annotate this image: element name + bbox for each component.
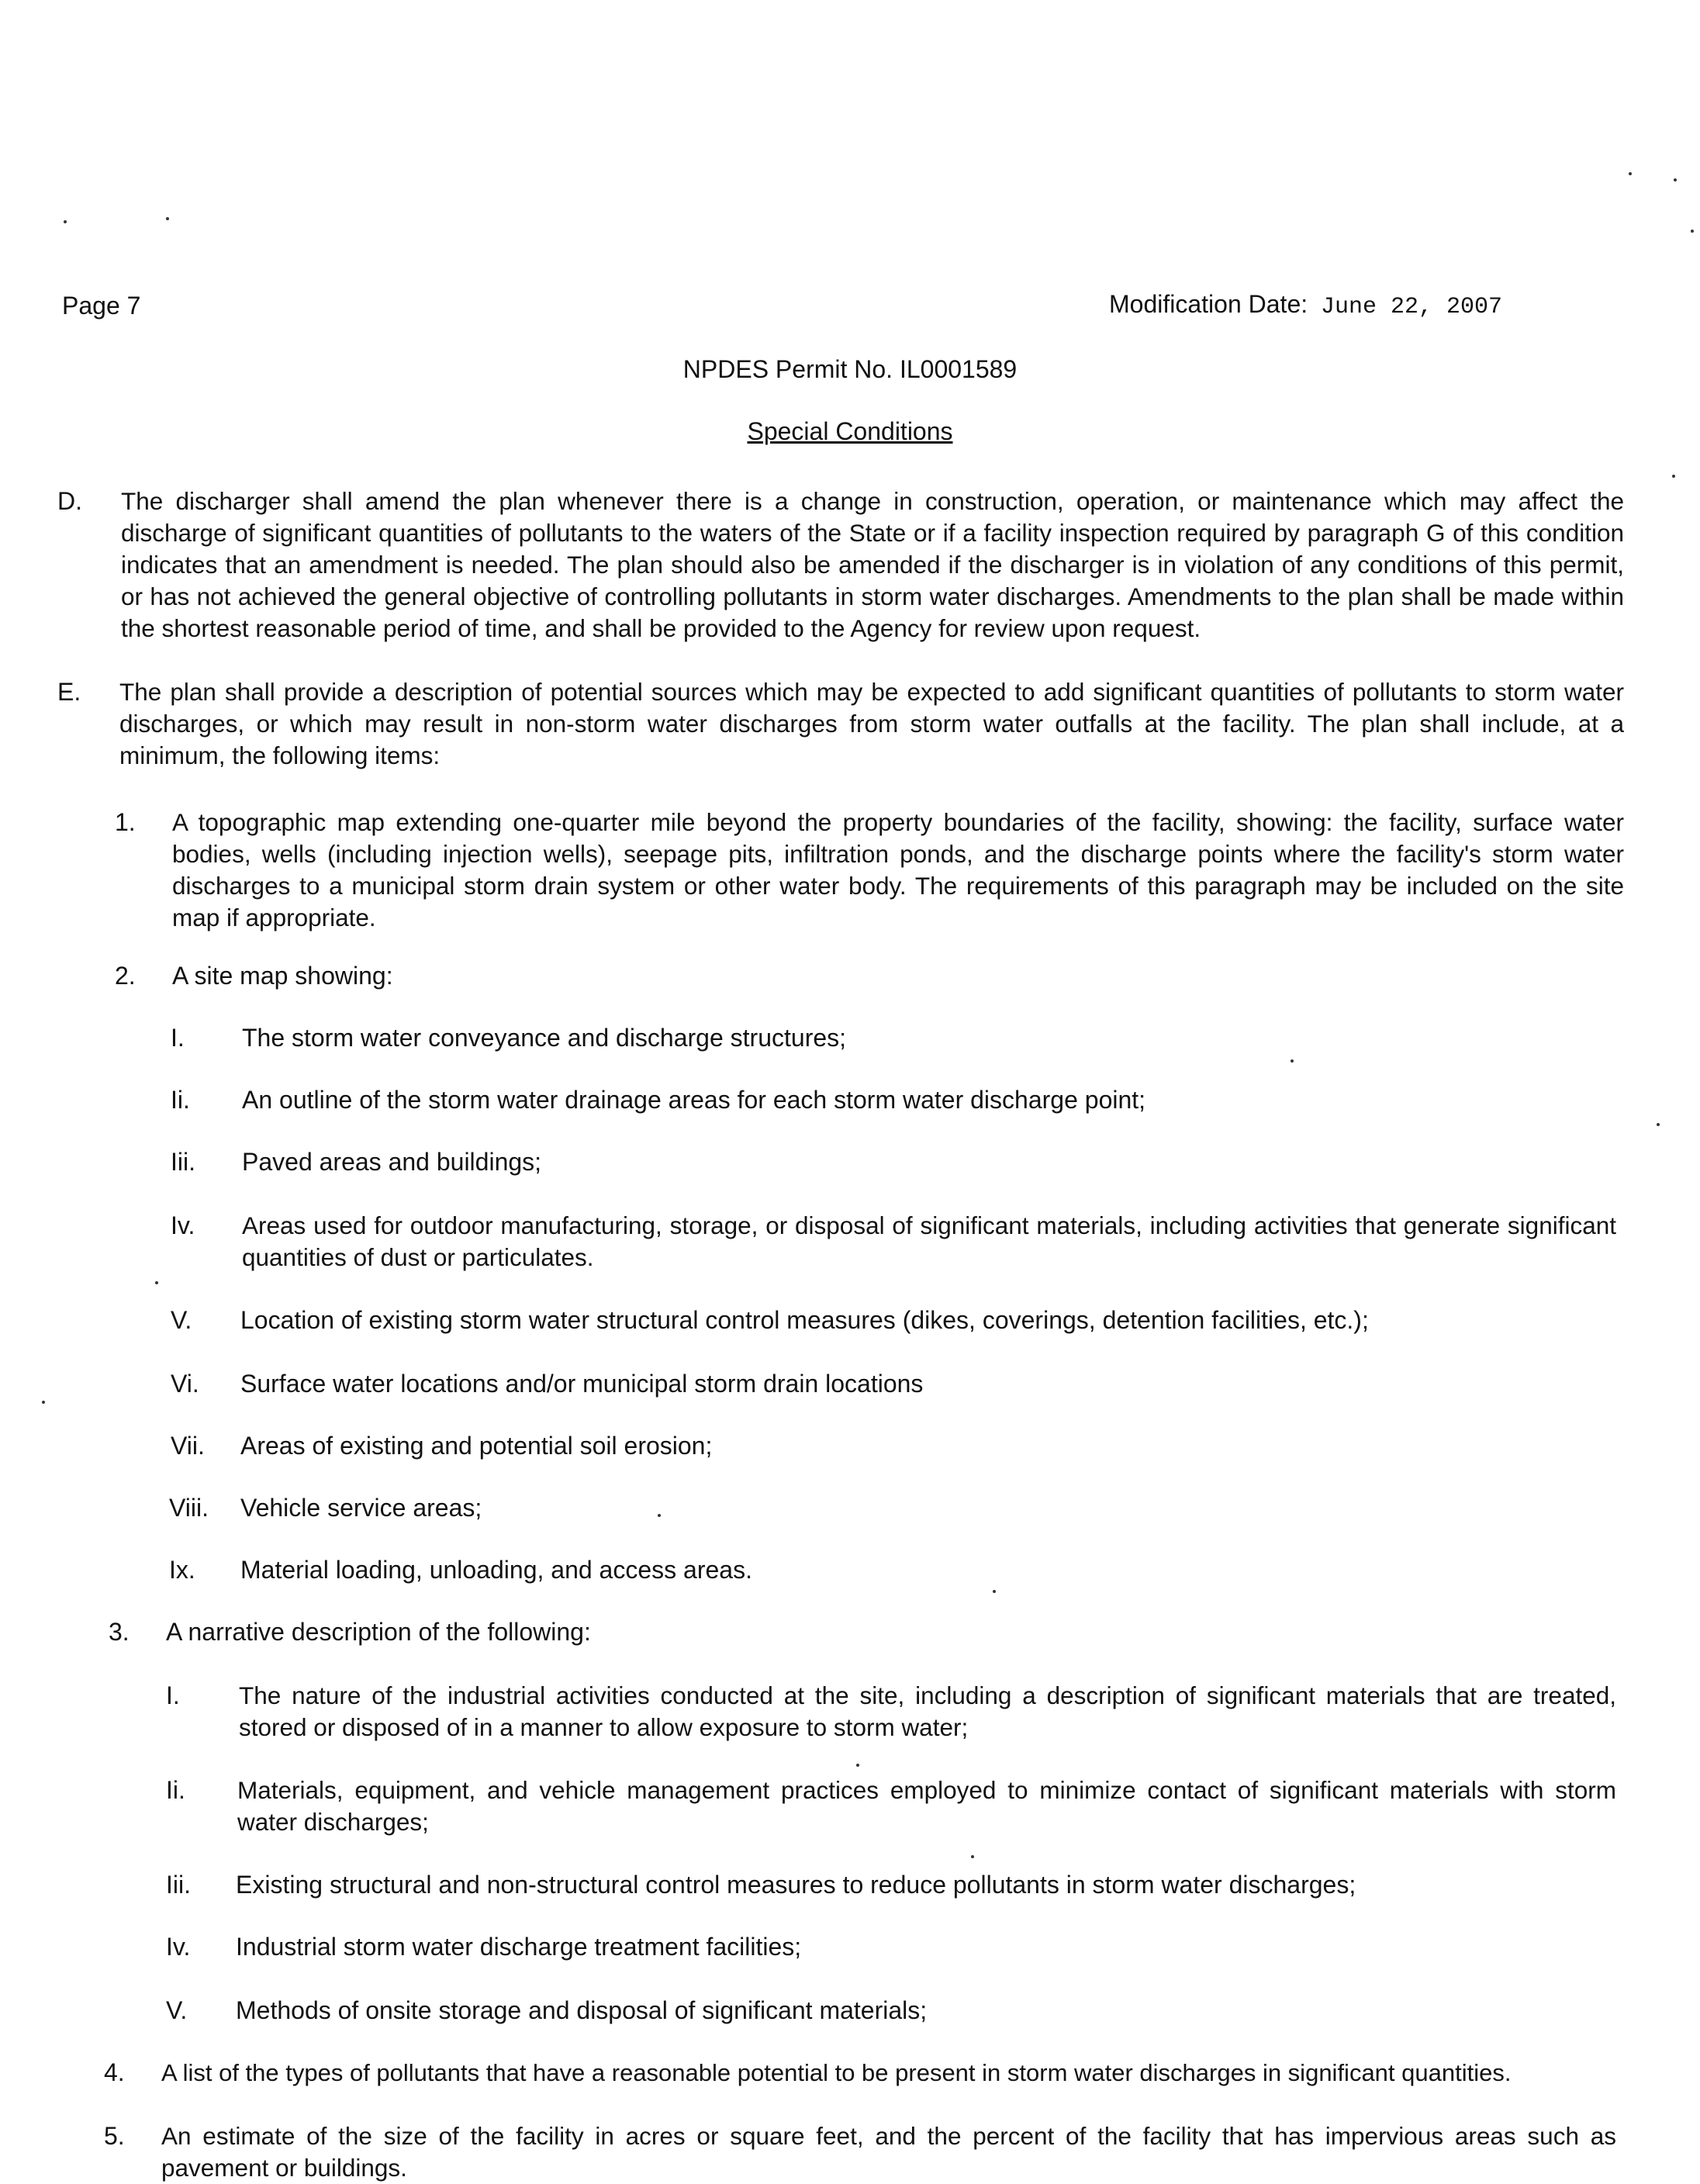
section-marker-d: D. [57, 487, 82, 515]
subitem-text: Methods of onsite storage and disposal of significant materials; [236, 1996, 928, 2024]
item-marker-3: 3. [109, 1618, 130, 1646]
section-marker-e: E. [57, 678, 81, 706]
subitem-marker: Vii. [171, 1432, 205, 1460]
page-number: Page 7 [62, 292, 141, 320]
subitem-text: Existing structural and non-structural control measures to reduce pollutants in storm water discharges; [236, 1871, 1356, 1899]
subitem-text: The nature of the industrial activities conducted at the site, including a description of significant materials that are treated, stored or disposed of in a manner to allow exposure to storm water; [239, 1681, 1616, 1741]
subitem-marker: Iii. [166, 1871, 191, 1899]
subitem-marker: Ii. [171, 1086, 190, 1114]
scan-speck [42, 1401, 45, 1404]
modification-date [1109, 289, 1502, 323]
scan-speck [166, 217, 169, 220]
subitem-text: Surface water locations and/or municipal storm drain locations [240, 1370, 924, 1398]
scan-speck [1674, 178, 1677, 181]
scan-speck [64, 220, 67, 223]
subitem-marker: V. [171, 1306, 192, 1334]
scan-speck [1629, 172, 1632, 175]
subitem-text: Industrial storm water discharge treatment facilities; [236, 1933, 802, 1961]
subitem-text: Paved areas and buildings; [242, 1148, 542, 1176]
subitem-text: Areas used for outdoor manufacturing, storage, or disposal of significant materials, including activities that generate significant quantities of dust or particulates. [242, 1211, 1616, 1271]
subitem-text: Material loading, unloading, and access areas. [240, 1556, 752, 1584]
subitem-marker: Iv. [171, 1211, 195, 1239]
subitem-text: Areas of existing and potential soil erosion; [240, 1432, 713, 1460]
scan-speck [1657, 1123, 1660, 1126]
section-title: Special Conditions [747, 417, 953, 445]
permit-number: NPDES Permit No. IL0001589 [682, 355, 1018, 383]
item-1-text: A topographic map extending one-quarter mile beyond the property boundaries of the facility, showing: the facility, surface water bodies, wells (including injection wells), seepage pits, infiltration ponds, and the discharge points where the facility's storm water discharges to a municipal storm drain system or other water body. The requirements of this paragraph may be included on the site map if appropriate. [172, 808, 1624, 931]
subitem-marker: Vi. [171, 1370, 199, 1398]
subitem-text: The storm water conveyance and discharge structures; [242, 1024, 847, 1052]
item-marker-2: 2. [115, 962, 136, 990]
section-title-wrap [0, 416, 1700, 448]
item-marker-4: 4. [104, 2058, 125, 2086]
scan-speck [1672, 475, 1675, 478]
modification-date-value: June 22, 2007 [1321, 294, 1503, 320]
scan-speck [658, 1514, 661, 1517]
scan-speck [856, 1764, 859, 1767]
subitem-text: Materials, equipment, and vehicle management practices employed to minimize contact of significant materials with storm water discharges; [237, 1776, 1616, 1836]
subitem-text: An outline of the storm water drainage areas for each storm water discharge point; [242, 1086, 1146, 1114]
modification-date-label: Modification Date: [1109, 290, 1308, 318]
scan-speck [1691, 230, 1694, 233]
item-marker-1: 1. [115, 808, 136, 836]
item-2-text: A site map showing: [172, 962, 393, 990]
subitem-marker: I. [171, 1024, 185, 1052]
subitem-text: Location of existing storm water structural control measures (dikes, coverings, detention facilities, etc.); [240, 1306, 1369, 1334]
section-d-text: The discharger shall amend the plan whenever there is a change in construction, operation, or maintenance which may affect the discharge of significant quantities of pollutants to the waters of the State or if a facility inspection required by paragraph G of this condition indicates that an amendment is needed. The plan should also be amended if the discharger is in violation of any conditions of this permit, or has not achieved the general objective of controlling pollutants in storm water discharges. Amendments to the plan shall be made within the shortest reasonable period of time, and shall be provided to the Agency for review upon request. [121, 487, 1624, 642]
subitem-text: Vehicle service areas; [240, 1494, 482, 1522]
subitem-marker: Viii. [169, 1494, 209, 1522]
scan-speck [971, 1855, 974, 1858]
subitem-marker: V. [166, 1996, 188, 2024]
subitem-marker: Iii. [171, 1148, 195, 1176]
scan-speck [155, 1281, 158, 1284]
subitem-marker: I. [166, 1681, 180, 1709]
scan-speck [1291, 1059, 1294, 1063]
item-3-text: A narrative description of the following: [166, 1618, 591, 1646]
item-marker-5: 5. [104, 2122, 125, 2150]
subitem-marker: Iv. [166, 1933, 191, 1961]
item-5-text: An estimate of the size of the facility in acres or square feet, and the percent of the facility that has impervious areas such as pavement or buildings. [161, 2122, 1616, 2182]
scan-speck [993, 1590, 996, 1593]
subitem-marker: Ii. [166, 1776, 185, 1804]
item-4-text: A list of the types of pollutants that have a reasonable potential to be present in storm water discharges in significant quantities. [161, 2059, 1512, 2086]
section-e-text: The plan shall provide a description of potential sources which may be expected to add significant quantities of pollutants to storm water discharges, or which may result in non-storm water discharges from storm water outfalls at the facility. The plan shall include, at a minimum, the following items: [119, 678, 1624, 769]
subitem-marker: Ix. [169, 1556, 195, 1584]
